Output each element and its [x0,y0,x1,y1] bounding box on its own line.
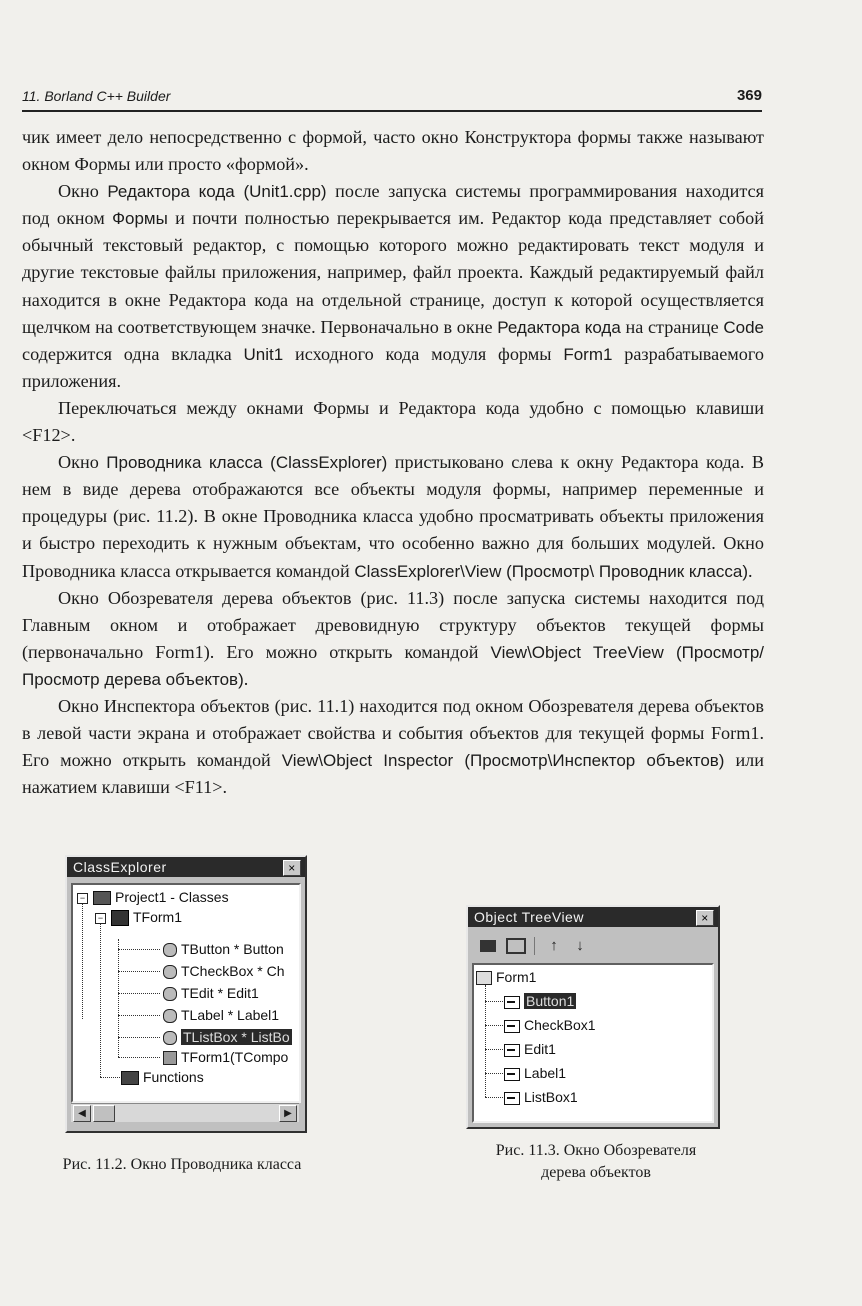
paragraph-6: Окно Инспектора объектов (рис. 11.1) находится под окном Обозревателя дерева объектов в левой части экрана и отображает свойства и события объектов для текущей формы Form1. Его можно открыть командой View\Object Inspector (Просмотр\Инспектор объектов) или нажатием клавиши <F11>. [22,695,764,798]
paragraph-1: чик имеет дело непосредственно с формой, часто окно Конструктора формы также называют окном Формы или просто «формой». [22,127,764,175]
component-icon [504,1044,520,1057]
new-item-icon[interactable] [476,935,500,957]
tree-node-tform1[interactable]: TForm1 [111,907,182,927]
field-icon [163,943,177,957]
tree-node-project[interactable]: Project1 - Classes [93,887,229,907]
object-treeview-titlebar[interactable] [468,907,718,927]
paragraph-4: Окно Проводника класса (ClassExplorer) пристыковано слева к окну Редактора кода. В нем в виде дерева отображаются все объекты модуля формы, например переменные и процедуры (рис. 11.2). В окне Проводника класса удобно просматривать объекты приложения и быстро переходить к нужным объектам, что особенно важно для больших модулей. Окно Проводника класса открывается командой ClassExplorer\View (Просмотр\ Проводник класса). [22,452,764,581]
form-icon [476,971,492,985]
horizontal-scrollbar[interactable] [71,1103,299,1122]
component-icon [504,996,520,1009]
chapter-title: 11. Borland C++ Builder [22,88,171,104]
tree-node-label[interactable]: TLabel * Label1 [163,1005,279,1025]
object-tree[interactable] [472,963,714,1123]
figure-11-3-caption-line2: дерева объектов [541,1164,651,1181]
figure-11-2-caption: Рис. 11.2. Окно Проводника класса [62,1156,302,1173]
paragraph-3: Переключаться между окнами Формы и Редактора кода удобно с помощью клавиши <F12>. [22,397,764,446]
class-explorer-title: ClassExplorer [73,859,167,875]
page-number: 369 [736,87,762,104]
tree-node-edit1[interactable]: Edit1 [504,1039,556,1059]
paragraph-2: Окно Редактора кода (Unit1.cpp) после запуска системы программирования находится под окном Формы и почти полностью перекрывается им. Редактор кода представляет собой обычный текстовый редактор, с помощью которого можно редактировать текст модуля и другие текстовые файлы приложения, например, файл проекта. Каждый редактируемый файл находится в окне Редактора кода на отдельной странице, доступ к которой осуществляется щелчком на соответствующем значке. Первоначально в окне Редактора кода на странице Code содержится одна вкладка Unit1 исходного кода модуля формы Form1 разрабатываемого приложения. [22,181,764,391]
folder-icon [121,1071,139,1085]
body-text [22,124,764,801]
component-icon [504,1020,520,1033]
running-header [22,86,762,112]
delete-item-icon[interactable] [504,935,528,957]
figure-11-3-caption-line1: Рис. 11.3. Окно Обозревателя [495,1142,697,1159]
class-explorer-tree[interactable] [71,883,301,1103]
tree-node-button1[interactable]: Button1 [504,991,576,1011]
collapse-tform-icon[interactable]: − [95,913,106,924]
close-icon[interactable]: × [283,860,301,876]
tree-node-label1[interactable]: Label1 [504,1063,566,1083]
tree-node-constructor[interactable]: TForm1(TCompo [163,1047,288,1067]
class-explorer-window [65,855,307,1133]
figure-11-3-caption [446,1140,746,1184]
close-icon[interactable]: × [696,910,714,926]
scroll-left-icon[interactable]: ◀ [73,1105,91,1122]
component-icon [504,1068,520,1081]
tree-node-listbox[interactable]: TListBox * ListBo [163,1027,292,1047]
tree-node-listbox1[interactable]: ListBox1 [504,1087,578,1107]
move-down-icon[interactable]: ↓ [576,937,584,954]
tree-node-functions[interactable]: Functions [121,1067,204,1087]
field-icon [163,965,177,979]
scroll-thumb[interactable] [93,1105,115,1122]
folder-icon [93,891,111,905]
component-icon [504,1092,520,1105]
class-explorer-titlebar[interactable] [67,857,305,877]
object-treeview-title: Object TreeView [474,909,584,925]
tree-node-checkbox[interactable]: TCheckBox * Ch [163,961,284,981]
tree-node-form1[interactable]: Form1 [476,967,536,987]
scroll-right-icon[interactable]: ▶ [279,1105,297,1122]
object-treeview-window [466,905,720,1129]
collapse-project-icon[interactable]: − [77,893,88,904]
tree-node-checkbox1[interactable]: CheckBox1 [504,1015,596,1035]
field-icon [163,987,177,1001]
method-icon [163,1051,177,1065]
field-icon [163,1031,177,1045]
field-icon [163,1009,177,1023]
treeview-toolbar [470,931,714,961]
move-up-icon[interactable]: ↑ [550,937,558,954]
class-icon [111,910,129,926]
tree-node-edit[interactable]: TEdit * Edit1 [163,983,259,1003]
tree-node-button[interactable]: TButton * Button [163,939,284,959]
paragraph-5: Окно Обозревателя дерева объектов (рис. 11.3) после запуска системы находится под Главным окном и отображает древовидную структуру объектов текущей формы (первоначально Form1). Его можно открыть командой View\Object TreeView (Просмотр/Просмотр дерева объектов). [22,587,765,689]
